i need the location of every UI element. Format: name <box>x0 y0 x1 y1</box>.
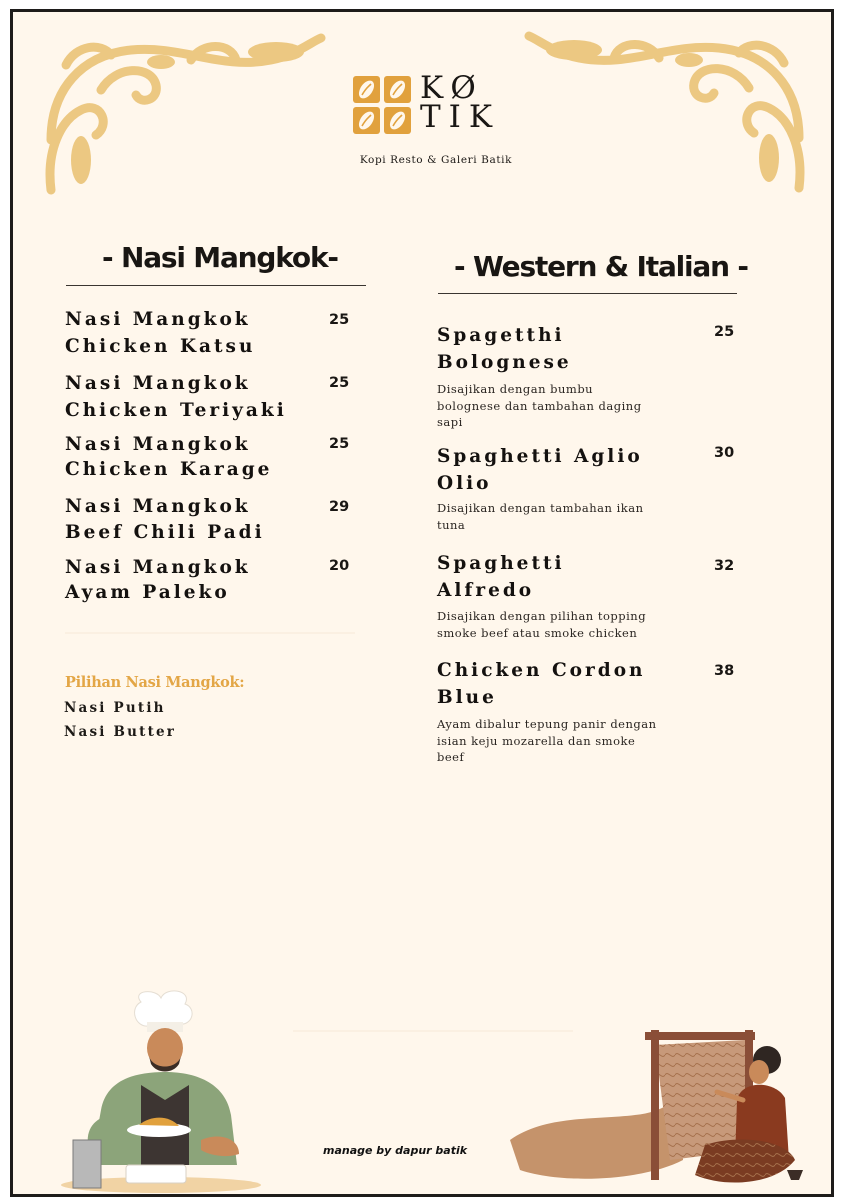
section-title-western-italian: - Western & Italian - <box>454 250 748 283</box>
option-item: Nasi Putih <box>64 700 166 716</box>
item-name: Nasi Mangkok Chicken Katsu <box>65 309 256 357</box>
item-price: 25 <box>714 324 735 340</box>
item-name: Spaghetti Alfredo <box>437 553 565 601</box>
brand-word-line1: KØ <box>420 70 484 106</box>
item-name: Nasi Mangkok Beef Chili Padi <box>65 496 265 543</box>
item-price: 29 <box>329 499 350 515</box>
item-price: 30 <box>714 445 735 461</box>
item-price: 25 <box>329 375 350 391</box>
floral-ornament-icon <box>519 28 809 198</box>
brand-logo <box>353 70 513 186</box>
item-price: 25 <box>329 312 350 328</box>
options-title: Pilihan Nasi Mangkok: <box>65 674 245 691</box>
item-price: 25 <box>329 436 350 452</box>
batik-artisan-illustration-icon <box>505 1020 805 1190</box>
item-description: Disajikan dengan pilihan topping smoke beef atau smoke chicken <box>437 609 647 640</box>
floral-ornament-icon <box>41 30 331 200</box>
item-price: 20 <box>329 558 350 574</box>
item-description: Ayam dibalur tepung panir dengan isian keju mozarella dan smoke beef <box>437 717 657 764</box>
item-name: Nasi Mangkok Chicken Teriyaki <box>65 373 287 421</box>
footer-credit: manage by dapur batik <box>323 1144 468 1157</box>
section-divider <box>65 632 355 634</box>
brand-wordmark <box>420 70 501 135</box>
item-description: Disajikan dengan tambahan ikan tuna <box>437 501 644 532</box>
coffee-bean-logo-icon <box>353 76 413 136</box>
item-name: Chicken Cordon Blue <box>437 660 646 708</box>
brand-tagline: Kopi Resto & Galeri Batik <box>359 154 513 166</box>
brand-word-line2: TIK <box>420 99 501 135</box>
section-title-nasi-mangkok: - Nasi Mangkok- <box>102 241 338 274</box>
item-price: 38 <box>714 663 735 679</box>
item-description: Disajikan dengan bumbu bolognese dan tambahan daging sapi <box>437 382 642 429</box>
option-item: Nasi Butter <box>64 724 177 740</box>
item-name: Spaghetti Aglio Olio <box>437 446 643 494</box>
item-name: Spagetthi Bolognese <box>437 325 572 373</box>
section-divider <box>438 293 737 294</box>
item-name: Nasi Mangkok Chicken Karage <box>65 434 273 480</box>
item-price: 32 <box>714 558 735 574</box>
section-divider <box>66 285 366 286</box>
chef-illustration-icon <box>61 990 261 1195</box>
menu-page <box>10 9 834 1197</box>
item-name: Nasi Mangkok Ayam Paleko <box>65 557 251 603</box>
